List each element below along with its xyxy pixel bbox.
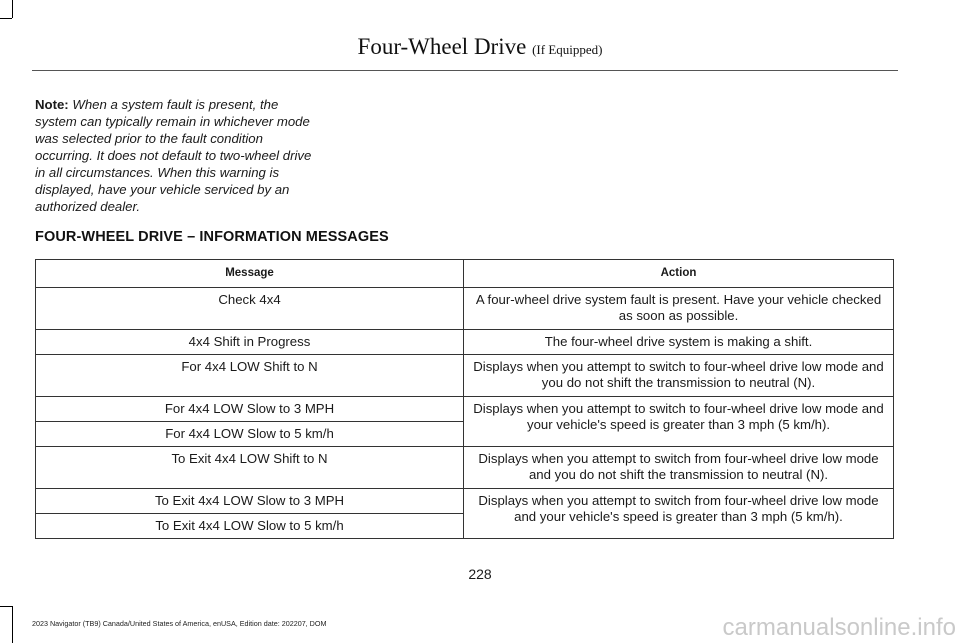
- note-paragraph: [35, 96, 313, 215]
- message-cell: Check 4x4: [36, 288, 464, 330]
- crop-mark-bottom-left-horizontal: [0, 606, 12, 607]
- footer-edition-text: 2023 Navigator (TB9) Canada/United States of America, enUSA, Edition date: 202207, DOM: [32, 619, 327, 628]
- header-rule: [32, 70, 898, 71]
- message-cell: To Exit 4x4 LOW Slow to 3 MPH: [36, 489, 464, 514]
- action-cell: Displays when you attempt to switch from four-wheel drive low mode and your vehicle's speed is greater than 3 mph (5 km/h).: [464, 489, 894, 539]
- action-cell: A four-wheel drive system fault is present. Have your vehicle checked as soon as possible.: [464, 288, 894, 330]
- table-row: [36, 397, 894, 422]
- message-cell: For 4x4 LOW Slow to 3 MPH: [36, 397, 464, 422]
- table-row: [36, 447, 894, 489]
- table-row: [36, 489, 894, 514]
- action-cell: Displays when you attempt to switch from four-wheel drive low mode and you do not shift the transmission to neutral (N).: [464, 447, 894, 489]
- crop-mark-top-left-horizontal: [0, 18, 12, 19]
- header-title: Four-Wheel Drive: [357, 34, 527, 59]
- page-header: [0, 34, 960, 60]
- information-messages-table: [35, 259, 894, 539]
- note-label: Note:: [35, 97, 69, 112]
- table-row: [36, 330, 894, 355]
- header-subtitle: (If Equipped): [532, 42, 603, 57]
- table-row: [36, 355, 894, 397]
- page-number: 228: [468, 566, 492, 582]
- crop-mark-bottom-left-vertical: [12, 606, 13, 643]
- message-cell: To Exit 4x4 LOW Shift to N: [36, 447, 464, 489]
- action-cell: Displays when you attempt to switch to four-wheel drive low mode and your vehicle's speed is greater than 3 mph (5 km/h).: [464, 397, 894, 447]
- table-row: [36, 288, 894, 330]
- message-cell: For 4x4 LOW Slow to 5 km/h: [36, 422, 464, 447]
- message-cell: For 4x4 LOW Shift to N: [36, 355, 464, 397]
- message-cell: 4x4 Shift in Progress: [36, 330, 464, 355]
- column-header-action: Action: [464, 260, 894, 288]
- table-header-row: [36, 260, 894, 288]
- section-heading: FOUR-WHEEL DRIVE – INFORMATION MESSAGES: [35, 229, 389, 245]
- action-cell: The four-wheel drive system is making a shift.: [464, 330, 894, 355]
- note-text: When a system fault is present, the system can typically remain in whichever mode was selected prior to the fault condition occurring. It does not default to two-wheel drive in all circumstances. When this warning is displayed, have your vehicle serviced by an authorized dealer.: [35, 97, 312, 214]
- crop-mark-top-left-vertical: [12, 0, 13, 18]
- column-header-message: Message: [36, 260, 464, 288]
- watermark-text: carmanualsonline.info: [722, 614, 956, 641]
- message-cell: To Exit 4x4 LOW Slow to 5 km/h: [36, 514, 464, 539]
- action-cell: Displays when you attempt to switch to four-wheel drive low mode and you do not shift the transmission to neutral (N).: [464, 355, 894, 397]
